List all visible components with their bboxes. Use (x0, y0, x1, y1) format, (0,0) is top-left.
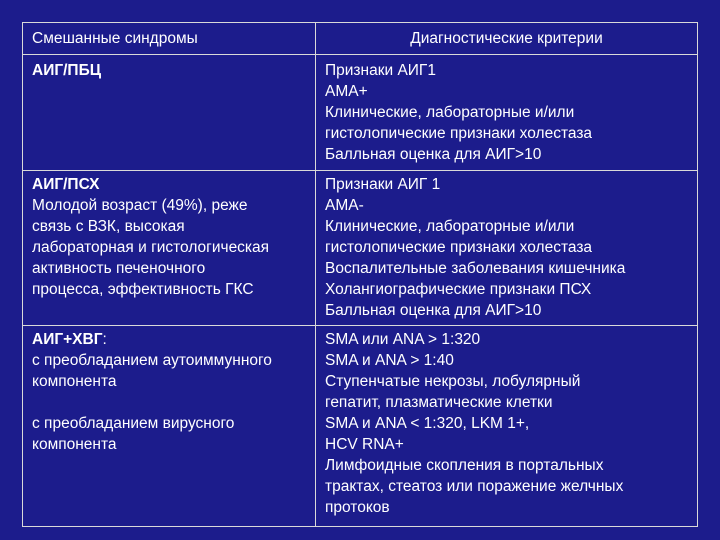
criteria-line: Ступенчатые некрозы, лобулярный (325, 373, 581, 390)
syndrome-cell (23, 55, 316, 171)
syndromes-table (22, 22, 698, 527)
syndrome-title: АИГ/ПСХ (32, 176, 100, 193)
criteria-line: Холангиографические признаки ПСХ (325, 281, 592, 298)
syndrome-title: АИГ/ПБЦ (32, 62, 102, 79)
subtype-line: компонента (32, 436, 117, 453)
syndrome-cell (23, 326, 316, 527)
criteria-line: гистолопические признаки холестаза (325, 239, 593, 256)
criteria-line: Признаки АИГ1 (325, 62, 436, 79)
criteria-line: протоков (325, 499, 390, 516)
criteria-line: Воспалительные заболевания кишечника (325, 260, 626, 277)
description-line: лабораторная и гистологическая (32, 239, 270, 256)
table-row-aig-psh (23, 171, 698, 326)
criteria-line: Балльная оценка для АИГ>10 (325, 302, 542, 319)
syndrome-title: АИГ+ХВГ (32, 331, 103, 348)
table-row-aig-pbc (23, 55, 698, 171)
criteria-line: SMA и ANA < 1:320, LKM 1+, (325, 415, 530, 432)
spacer (32, 392, 306, 413)
description-line: связь с ВЗК, высокая (32, 218, 185, 235)
criteria-line: трактах, стеатоз или поражение желчных (325, 478, 624, 495)
header-row (23, 23, 698, 55)
criteria-line: Клинические, лабораторные и/или (325, 104, 575, 121)
syndrome-title-suffix: : (102, 331, 107, 348)
criteria-line: SMA или ANA > 1:320 (325, 331, 481, 348)
header-criteria: Диагностические критерии (316, 23, 698, 55)
description-line: Молодой возраст (49%), реже (32, 197, 248, 214)
criteria-cell (316, 55, 698, 171)
criteria-line: АМА+ (325, 83, 368, 100)
syndrome-title-line (32, 329, 306, 350)
syndrome-cell (23, 171, 316, 326)
subtype-line: с преобладанием аутоиммунного (32, 352, 272, 369)
header-syndromes: Смешанные синдромы (23, 23, 316, 55)
criteria-line: Признаки АИГ 1 (325, 176, 441, 193)
table-row-aig-hvg (23, 326, 698, 527)
criteria-line: гистолопические признаки холестаза (325, 125, 593, 142)
criteria-line: АМА- (325, 197, 364, 214)
criteria-line: SMA и ANA > 1:40 (325, 352, 454, 369)
criteria-line: гепатит, плазматические клетки (325, 394, 553, 411)
criteria-line: Клинические, лабораторные и/или (325, 218, 575, 235)
criteria-line: HCV RNA+ (325, 436, 404, 453)
criteria-line: Балльная оценка для АИГ>10 (325, 146, 542, 163)
criteria-cell (316, 171, 698, 326)
description-line: процесса, эффективность ГКС (32, 281, 254, 298)
criteria-cell (316, 326, 698, 527)
description-line: активность печеночного (32, 260, 206, 277)
subtype-line: компонента (32, 373, 117, 390)
criteria-line: Лимфоидные скопления в портальных (325, 457, 604, 474)
subtype-line: с преобладанием вирусного (32, 415, 235, 432)
